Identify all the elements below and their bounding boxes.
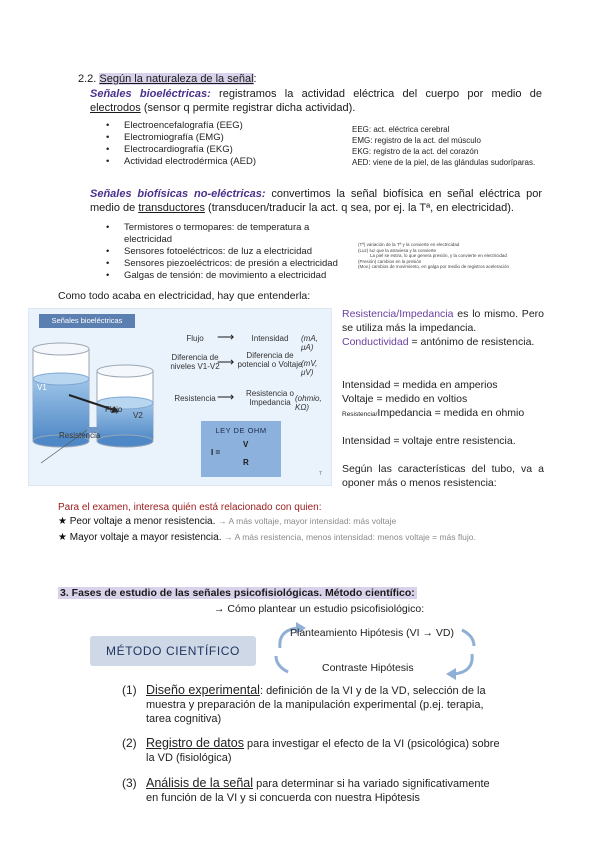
step-text: para determinar si ha variado significativamente en función de la VI y si concuerda con nuestra Hipótesis xyxy=(146,778,490,804)
star-icon: ★ xyxy=(58,516,67,527)
step-text: para investigar el efecto de la VI (psicológica) sobre la VD (fisiológica) xyxy=(146,738,500,764)
row-unit: (mA, μA) xyxy=(301,334,318,352)
note-line: EKG: registro de la act. del corazón xyxy=(352,147,479,156)
tanks-illustration xyxy=(29,329,159,485)
row-unit: (mV, μV) xyxy=(301,359,318,377)
tiny-note: (Mov.) cambios de movimiento, en galga por medio de registros aceleración xyxy=(358,264,509,270)
list-item: • Galgas de tensión: de movimiento a electricidad xyxy=(124,270,354,282)
exam-line-2 xyxy=(58,532,476,543)
exam-note: → A más resistencia, menos intensidad: menos voltaje = más flujo. xyxy=(224,532,476,542)
list-item: • Electromiografía (EMG) xyxy=(124,132,344,144)
list-item: • Electroencefalografía (EEG) xyxy=(124,120,344,132)
exam-text: Mayor voltaje a mayor resistencia. xyxy=(69,532,222,543)
impedance-text: es lo mismo. Pero se utiliza más la impedancia. xyxy=(342,308,544,334)
star-icon: ★ xyxy=(58,532,67,543)
list-item: • Sensores piezoeléctricos: de presión a electricidad xyxy=(124,258,354,270)
intensity-line: Intensidad = medida en amperios xyxy=(342,379,498,391)
list-item: • Sensores fotoeléctricos: de luz a electricidad xyxy=(124,246,354,258)
v1-label: V1 xyxy=(37,383,47,392)
row-right: Resistencia o Impedancia xyxy=(245,389,295,407)
arrow-right-icon: ⟶ xyxy=(217,355,235,369)
conductivity-text: = antónimo de resistencia. xyxy=(408,336,535,348)
method-step-2 xyxy=(122,736,502,765)
arrow-right-icon: ⟶ xyxy=(217,390,235,404)
tiny-note: La piel se estira, lo que genera presión, y la convierte en electricidad xyxy=(370,253,507,259)
electricity-diagram xyxy=(28,308,332,486)
bioelectric-text-2: (sensor q permite registrar dicha actividad). xyxy=(140,102,356,114)
arrow-right-icon: ⟶ xyxy=(217,330,235,344)
step-title: Registro de datos xyxy=(146,736,244,750)
bioelectric-paragraph xyxy=(90,87,542,115)
cycle-top-label: Planteamiento Hipótesis (VI → VD) xyxy=(290,627,454,639)
row-left: Resistencia xyxy=(174,394,216,403)
row-left: Flujo xyxy=(186,334,204,343)
step-title: Análisis de la señal xyxy=(146,776,254,790)
section-2-2-heading xyxy=(78,73,257,85)
ohm-law-i: I = xyxy=(211,448,221,457)
ohm-law-v: V xyxy=(243,440,249,449)
diagram-header: Señales bioeléctricas xyxy=(39,314,135,328)
row-unit: (ohmio, KΩ) xyxy=(295,394,322,412)
resistance-label: Resistencia xyxy=(59,431,101,440)
section-2-2-title: Según la naturaleza de la señal xyxy=(99,73,254,85)
biophysical-tiny-notes xyxy=(358,242,594,270)
ohm-law-r: R xyxy=(243,458,249,467)
list-item: • Termistores o termopares: de temperatura a electricidad xyxy=(124,222,354,246)
transducers-word: transductores xyxy=(138,202,205,214)
method-step-1 xyxy=(122,683,502,726)
section-3-subtitle: → Cómo plantear un estudio psicofisiológico: xyxy=(214,603,425,615)
row-right: Intensidad xyxy=(251,334,289,343)
impedance-term: Resistencia/Impedancia xyxy=(342,308,454,320)
biophysical-paragraph xyxy=(90,187,542,215)
diagram-page-mark: 7 xyxy=(319,471,322,477)
bioelectric-label: Señales bioeléctricas: xyxy=(90,88,211,100)
section-number: 2.2. xyxy=(78,73,100,85)
row-left: Diferencia de niveles V1-V2 xyxy=(170,353,220,371)
note-line: EMG: registro de la act. del músculo xyxy=(352,136,481,145)
electricity-intro: Como todo acaba en electricidad, hay que entenderla: xyxy=(58,290,311,302)
electrodes-word: electrodos xyxy=(90,102,141,114)
exam-text: Peor voltaje a menor resistencia. xyxy=(69,516,216,527)
ohm-law-box xyxy=(201,421,281,477)
resistance-rest: Impedancia = medida en ohmio xyxy=(377,407,525,419)
tiny-note: (Tª) variación de la Tª y la convierte en electricidad xyxy=(358,242,460,247)
method-step-3 xyxy=(122,776,502,805)
tiny-note: (Luz) luz que la atraviesa y la convierte xyxy=(358,247,437,253)
impedance-paragraph xyxy=(342,307,544,335)
bioelectric-list xyxy=(124,120,344,168)
resistance-line xyxy=(342,406,524,422)
v2-label: V2 xyxy=(133,411,143,420)
cycle-bottom-label: Contraste Hipótesis xyxy=(322,662,414,674)
biophysical-text-2: (transducen/traducir la act. q sea, por ej. la Tª, en electricidad). xyxy=(204,202,514,214)
row-right: Diferencia de potencial o Voltaje xyxy=(237,351,303,369)
tube-text: Según las características del tubo, va a oponer más o menos resistencia: xyxy=(342,463,544,489)
biophysical-text-1: convertimos la señal biofísica en señal eléctrica por medio de xyxy=(90,188,542,214)
note-line: EEG: act. eléctrica cerebral xyxy=(352,125,450,134)
ohm-law-title: LEY DE OHM xyxy=(215,426,267,435)
resistance-small: Resistencia/ xyxy=(342,411,378,418)
step-text: : definición de la VI y de la VD, selección de la muestra y preparación de la manipulación experimental (p.ej. terapia, tarea cognitiva) xyxy=(146,685,486,725)
bioelectric-notes xyxy=(352,124,592,168)
step-number: (2) xyxy=(122,736,137,750)
method-label-box: MÉTODO CIENTÍFICO xyxy=(90,636,256,666)
exam-title: Para el examen, interesa quién está relacionado con quien: xyxy=(58,502,322,513)
step-number: (1) xyxy=(122,683,137,697)
note-line: AED: viene de la piel, de las glándulas sudoríparas. xyxy=(352,158,536,167)
biophysical-label: Señales biofísicas no-eléctricas: xyxy=(90,188,266,200)
voltage-line: Voltaje = medido en voltios xyxy=(342,393,468,405)
step-number: (3) xyxy=(122,776,137,790)
list-item: • Electrocardiografía (EKG) xyxy=(124,144,344,156)
bioelectric-text-1: registramos la actividad eléctrica del cuerpo por medio de xyxy=(210,88,543,100)
list-item: • Actividad electrodérmica (AED) xyxy=(124,156,344,168)
flow-label: Flujo xyxy=(105,405,123,414)
biophysical-list xyxy=(124,222,354,282)
section-3-title: 3. Fases de estudio de las señales psicofisiológicas. Método científico: xyxy=(60,587,415,599)
tiny-note: (Presión) cambios en la presión xyxy=(358,258,422,264)
conductivity-paragraph xyxy=(342,335,544,349)
conductivity-term: Conductividad xyxy=(342,336,409,348)
exam-line-1 xyxy=(58,516,396,527)
step-title: Diseño experimental xyxy=(146,683,260,697)
exam-note: → A más voltaje, mayor intensidad: más voltaje xyxy=(218,516,397,526)
section-colon: : xyxy=(253,73,257,85)
ohm-text: Intensidad = voltaje entre resistencia. xyxy=(342,435,516,447)
